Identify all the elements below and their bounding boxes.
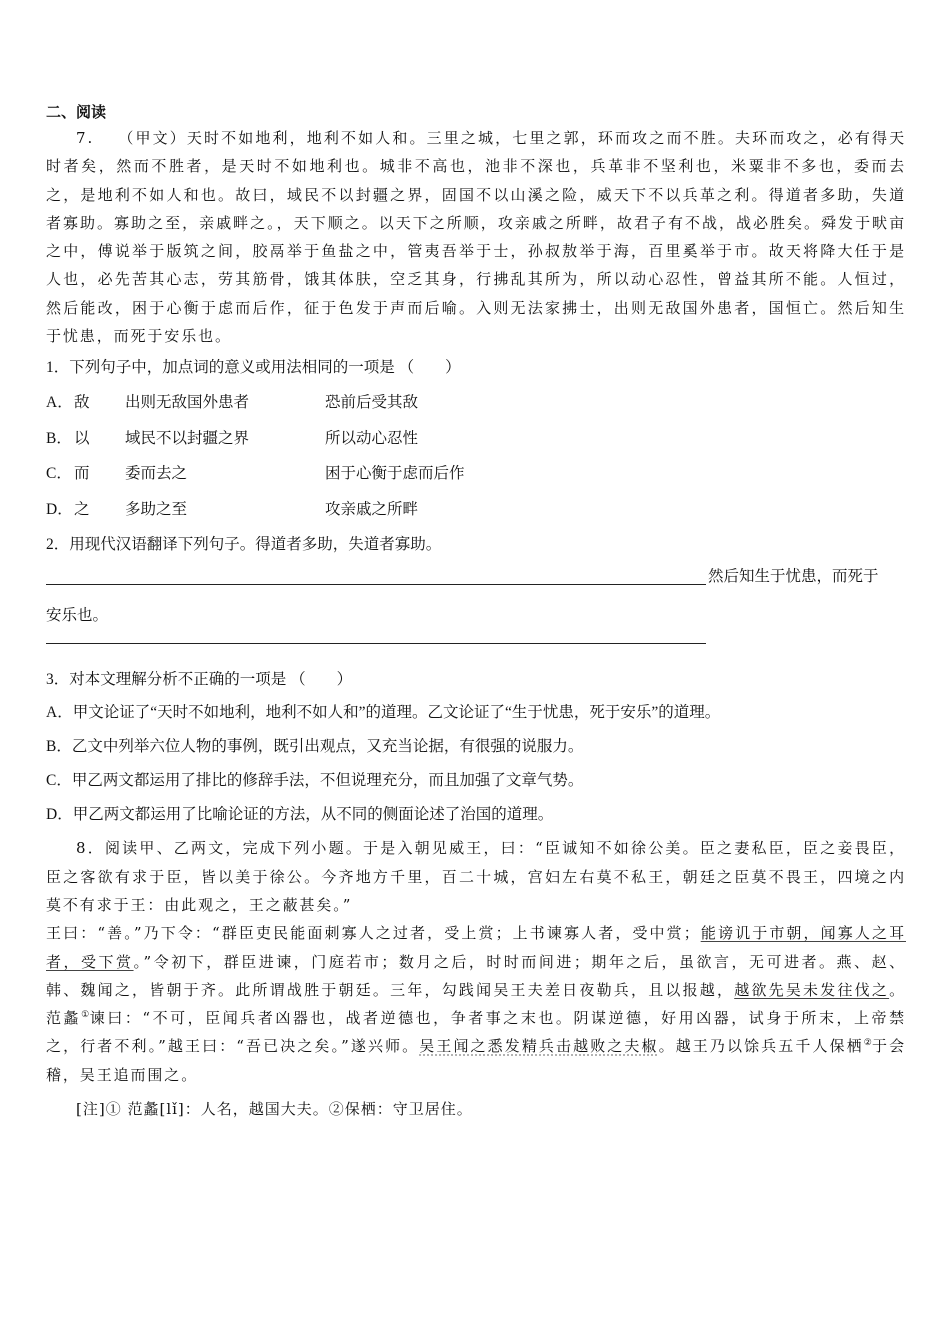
sub3-option-c[interactable]: C．甲乙两文都运用了排比的修辞手法，不但说理充分，而且加强了文章气势。	[46, 772, 584, 790]
option-word: 以	[74, 429, 90, 447]
underlined-sentence-1: 能谤讥于市朝，闻寡人之耳者，受下赏	[46, 924, 906, 971]
option-letter: A．	[46, 394, 73, 412]
option-a[interactable]	[46, 385, 906, 421]
option-sentence-1: 出则无敌国外患者	[125, 394, 250, 412]
answer-blank-2[interactable]	[46, 643, 706, 644]
answer-blank-1[interactable]	[46, 584, 706, 585]
sub3-option-a[interactable]: A．甲文论证了“天时不如地利，地利不如人和”的道理。乙文论证了“生于忧患，死于安乐”的道理。	[46, 704, 721, 722]
q8-intro: 8．阅读甲、乙两文，完成下列小题。于是入朝见威王，曰：“臣诚知不如徐公美。臣之妻私臣，臣之妾畏臣，臣之客欲有求于臣，皆以美于徐公。今齐地方千里，百二十城，宫妇左右莫不私王，朝廷之臣莫不畏王，四境之内莫不有求于王：由此观之，王之蔽甚矣。”	[46, 839, 906, 914]
option-sentence-1: 域民不以封疆之界	[125, 429, 250, 447]
q8-passage-2	[46, 919, 906, 1089]
section-heading: 二、阅读	[46, 103, 107, 121]
option-d[interactable]	[46, 492, 906, 528]
option-word: 之	[74, 500, 90, 518]
option-letter: C．	[46, 465, 72, 483]
underlined-sentence-3: 吴王闻之悉发精兵击越败之夫椒	[419, 1037, 659, 1056]
q7-sub1-options	[46, 385, 906, 527]
exam-page	[46, 100, 906, 1123]
footnote-ref-2: ②	[863, 1038, 872, 1049]
passage-text: 王曰：“善。”乃下令：“群臣吏民能面刺寡人之过者，受上赏；上书谏寡人者，受中赏；	[46, 924, 701, 943]
option-sentence-1: 委而去之	[125, 465, 188, 483]
q7-sub1-prompt: 1．下列句子中，加点词的意义或用法相同的一项是 （ ）	[46, 359, 461, 377]
option-letter: D．	[46, 500, 73, 518]
answer-row-2-text: 安乐也。	[46, 607, 109, 625]
answer-row-1	[46, 562, 906, 598]
passage-text: 。越王乃以馀兵五千人保栖	[658, 1037, 864, 1056]
q7-sub3-prompt: 3．对本文理解分析不正确的一项是 （ ）	[46, 671, 353, 689]
option-c[interactable]	[46, 456, 906, 492]
q7-text: 天时不如地利，地利不如人和。三里之城，七里之郭，环而攻之而不胜。夫环而攻之，必有得天时者矣，然而不胜者，是天时不如地利也。城非不高也，池非不深也，兵革非不坚利也，米粟非不多也，委而去之，是地利不如人和也。故曰，域民不以封疆之界，固国不以山溪之险，威天下不以兵革之利。得道者多助，失道者寡助。寡助之至，亲戚畔之。，天下顺之。以天下之所顺，攻亲戚之所畔，故君子有不战，战必胜矣。舜发于畎亩之中，傅说举于版筑之间，胶鬲举于鱼盐之中，管夷吾举于士，孙叔敖举于海，百里奚举于市。故天将降大任于是人也，必先苦其心志，劳其筋骨，饿其体肤，空乏其身，行拂乱其所为，所以动心忍性，曾益其所不能。人恒过，然后能改，困于心衡于虑而后作，征于色发于声而后喻。入则无法家拂士，出则无敌国外患者，国恒亡。然后知生于忧患，而死于安乐也。	[46, 129, 906, 346]
answer-row-1-tail: 然后知生于忧患，而死于	[708, 568, 879, 586]
option-sentence-2: 困于心衡于虑而后作	[325, 465, 465, 483]
sub3-option-d[interactable]: D．甲乙两文都运用了比喻论证的方法，从不同的侧面论述了治国的道理。	[46, 806, 554, 824]
option-word: 而	[74, 465, 90, 483]
option-sentence-1: 多助之至	[125, 500, 188, 518]
option-sentence-2: 恐前后受其敌	[325, 394, 419, 412]
option-letter: B．	[46, 429, 72, 447]
passage-text: 。”令初下，群臣进谏，门庭若市；数月之后，时时而间进；期年之后，虽欲言，无可进者。燕、赵、韩、魏闻之，皆朝于齐。此所谓战胜于朝廷。三年，勾践闻吴王夫差日夜勒兵，且以报越，	[46, 952, 906, 999]
q7-sub2-prompt: 2．用现代汉语翻译下列句子。得道者多助，失道者寡助。	[46, 536, 442, 554]
answer-row-3	[46, 633, 906, 663]
underlined-sentence-2: 越欲先吴未发往伐之	[734, 980, 890, 999]
passage-text: 。范蠡	[46, 980, 906, 1028]
option-b[interactable]	[46, 421, 906, 457]
option-sentence-2: 所以动心忍性	[325, 429, 419, 447]
sub3-option-b[interactable]: B．乙文中列举六位人物的事例，既引出观点，又充当论据，有很强的说服力。	[46, 738, 584, 756]
footnote: [注]① 范蠡[lǐ]：人名，越国大夫。②保栖：守卫居住。	[76, 1100, 473, 1119]
q7-number: 7.	[76, 129, 95, 147]
passage-text: 于会稽，吴王追而围之。	[46, 1037, 906, 1084]
passage-text: 谏曰：“不可，臣闻兵者凶器也，战者逆德也，争者事之末也。阴谋逆德，好用凶器，试身于所末，上帝禁之，行者不利。”越王曰：“吾已决之矣。”遂兴师。	[46, 1009, 906, 1056]
option-sentence-2: 攻亲戚之所畔	[325, 500, 419, 518]
footnote-ref-1: ①	[81, 1010, 90, 1021]
q7-passage	[46, 124, 906, 350]
option-word: 敌	[74, 394, 90, 412]
q7-label: （甲文）	[118, 129, 187, 147]
